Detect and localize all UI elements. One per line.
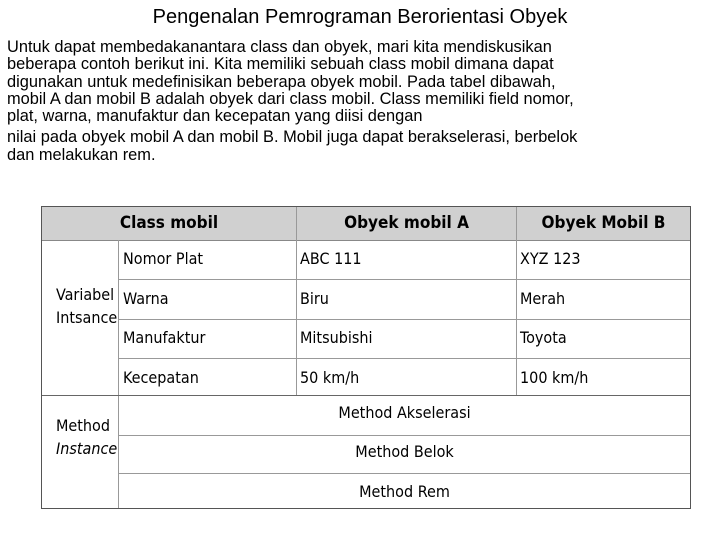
row-value-a: Mitsubishi [300, 328, 373, 347]
table-header [42, 207, 690, 241]
method-rem: Method Rem [359, 482, 450, 501]
header-obyek-mobil-b: Obyek Mobil B [541, 213, 666, 233]
class-object-table [41, 206, 691, 509]
variable-instance-label: Variabel Intsance [56, 285, 118, 327]
paragraph-line: Untuk dapat membedakanantara class dan obyek, mari kita mendiskusikan [7, 38, 552, 56]
method-instance-label: Method Instance [56, 416, 118, 458]
paragraph-line: beberapa contoh berikut ini. Kita memiliki sebuah class mobil dimana dapat [7, 55, 554, 74]
row-field-kecepatan: Kecepatan [123, 368, 199, 387]
paragraph-line: mobil A dan mobil B adalah obyek dari class mobil. Class memiliki field nomor, [7, 89, 574, 108]
row-value-b: Merah [520, 289, 566, 308]
row-value-b: 100 km/h [520, 368, 589, 387]
row-value-a: 50 km/h [300, 368, 360, 387]
page-title: Pengenalan Pemrograman Berorientasi Obyek [152, 6, 568, 28]
method-belok: Method Belok [355, 442, 454, 461]
row-field-warna: Warna [123, 289, 169, 308]
paragraph-line: dan melakukan rem. [7, 145, 156, 164]
row-value-a: ABC 111 [300, 249, 362, 268]
paragraph-line: digunakan untuk medefinisikan beberapa obyek mobil. Pada tabel dibawah, [7, 72, 556, 91]
row-value-b: Toyota [520, 328, 567, 347]
row-value-a: Biru [300, 289, 329, 308]
row-field-nomor-plat: Nomor Plat [123, 249, 204, 268]
intro-paragraph [7, 39, 717, 164]
method-akselerasi: Method Akselerasi [338, 403, 471, 422]
row-field-manufaktur: Manufaktur [123, 328, 206, 347]
header-obyek-mobil-a: Obyek mobil A [344, 213, 469, 233]
row-value-b: XYZ 123 [520, 249, 581, 268]
paragraph-line: nilai pada obyek mobil A dan mobil B. Mobil juga dapat berakselerasi, berbelok [7, 128, 578, 147]
paragraph-line: plat, warna, manufaktur dan kecepatan yang diisi dengan [7, 107, 423, 126]
header-class-mobil: Class mobil [119, 213, 219, 233]
